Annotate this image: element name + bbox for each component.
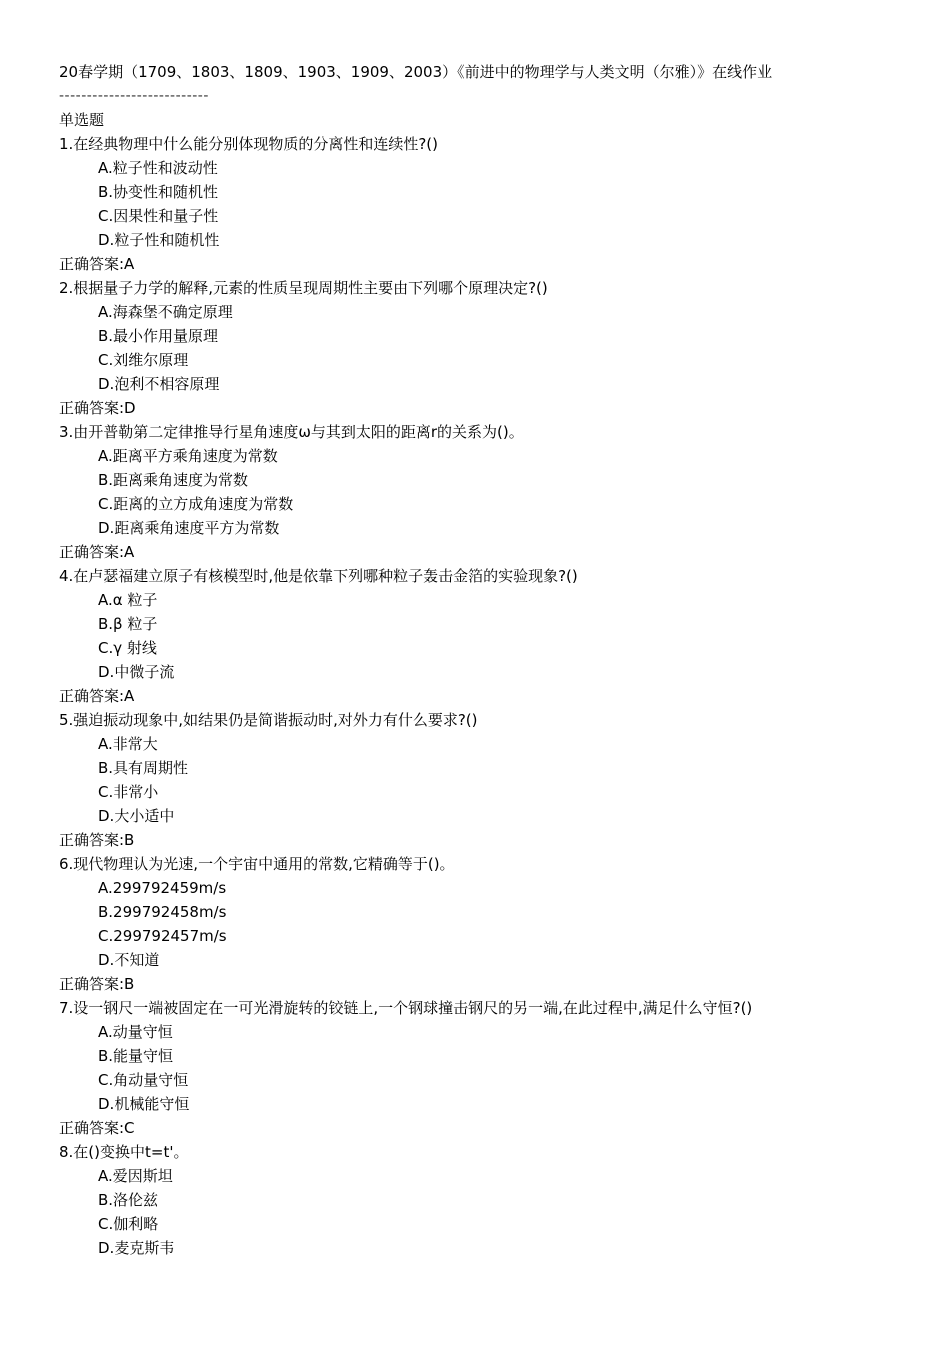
title-separator: --------------------------- bbox=[59, 88, 209, 104]
question-text: 5.强迫振动现象中,如结果仍是简谐振动时,对外力有什么要求?() bbox=[59, 711, 478, 729]
document-title: 20春学期（1709、1803、1809、1903、1909、2003）《前进中的物理学与人类文明（尔雅）》在线作业 bbox=[59, 63, 773, 81]
option-b: B.协变性和随机性 bbox=[98, 183, 219, 201]
option-a: A.距离平方乘角速度为常数 bbox=[98, 447, 278, 465]
question-text: 1.在经典物理中什么能分别体现物质的分离性和连续性?() bbox=[59, 135, 438, 153]
question-block bbox=[59, 996, 950, 1140]
option-a: A.动量守恒 bbox=[98, 1023, 173, 1041]
option-d: D.大小适中 bbox=[98, 807, 175, 825]
option-c: C.γ 射线 bbox=[98, 639, 157, 657]
option-c: C.刘维尔原理 bbox=[98, 351, 189, 369]
question-text: 2.根据量子力学的解释,元素的性质呈现周期性主要由下列哪个原理决定?() bbox=[59, 279, 548, 297]
question-text: 7.设一钢尺一端被固定在一可光滑旋转的铰链上,一个钢球撞击钢尺的另一端,在此过程中,满足什么守恒?() bbox=[59, 999, 753, 1017]
option-a: A.299792459m/s bbox=[98, 879, 227, 897]
question-block bbox=[59, 420, 950, 564]
option-b: B.最小作用量原理 bbox=[98, 327, 219, 345]
option-b: B.洛伦兹 bbox=[98, 1191, 159, 1209]
question-text: 4.在卢瑟福建立原子有核模型时,他是依靠下列哪种粒子轰击金箔的实验现象?() bbox=[59, 567, 578, 585]
option-c: C.角动量守恒 bbox=[98, 1071, 189, 1089]
question-text: 6.现代物理认为光速,一个宇宙中通用的常数,它精确等于()。 bbox=[59, 855, 455, 873]
option-d: D.距离乘角速度平方为常数 bbox=[98, 519, 280, 537]
option-a: A.α 粒子 bbox=[98, 591, 158, 609]
question-text: 8.在()变换中t=t'。 bbox=[59, 1143, 189, 1161]
option-a: A.非常大 bbox=[98, 735, 158, 753]
option-d: D.不知道 bbox=[98, 951, 160, 969]
question-block bbox=[59, 852, 950, 996]
section-heading: 单选题 bbox=[59, 111, 105, 129]
correct-answer: 正确答案:A bbox=[59, 687, 135, 705]
correct-answer: 正确答案:A bbox=[59, 543, 135, 561]
correct-answer: 正确答案:D bbox=[59, 399, 136, 417]
option-b: B.299792458m/s bbox=[98, 903, 227, 921]
option-c: C.伽利略 bbox=[98, 1215, 159, 1233]
option-c: C.因果性和量子性 bbox=[98, 207, 219, 225]
option-b: B.距离乘角速度为常数 bbox=[98, 471, 249, 489]
option-c: C.非常小 bbox=[98, 783, 159, 801]
option-d: D.粒子性和随机性 bbox=[98, 231, 220, 249]
option-b: B.能量守恒 bbox=[98, 1047, 174, 1065]
option-b: B.β 粒子 bbox=[98, 615, 158, 633]
correct-answer: 正确答案:A bbox=[59, 255, 135, 273]
option-c: C.距离的立方成角速度为常数 bbox=[98, 495, 294, 513]
option-a: A.爱因斯坦 bbox=[98, 1167, 173, 1185]
option-b: B.具有周期性 bbox=[98, 759, 189, 777]
question-block bbox=[59, 1140, 950, 1260]
option-c: C.299792457m/s bbox=[98, 927, 227, 945]
question-block bbox=[59, 132, 950, 276]
option-d: D.中微子流 bbox=[98, 663, 175, 681]
correct-answer: 正确答案:B bbox=[59, 975, 135, 993]
option-d: D.麦克斯韦 bbox=[98, 1239, 175, 1257]
question-text: 3.由开普勒第二定律推导行星角速度ω与其到太阳的距离r的关系为()。 bbox=[59, 423, 524, 441]
question-block bbox=[59, 276, 950, 420]
option-d: D.机械能守恒 bbox=[98, 1095, 190, 1113]
option-d: D.泡利不相容原理 bbox=[98, 375, 220, 393]
correct-answer: 正确答案:C bbox=[59, 1119, 135, 1137]
option-a: A.海森堡不确定原理 bbox=[98, 303, 233, 321]
question-block bbox=[59, 564, 950, 708]
correct-answer: 正确答案:B bbox=[59, 831, 135, 849]
option-a: A.粒子性和波动性 bbox=[98, 159, 218, 177]
question-block bbox=[59, 708, 950, 852]
